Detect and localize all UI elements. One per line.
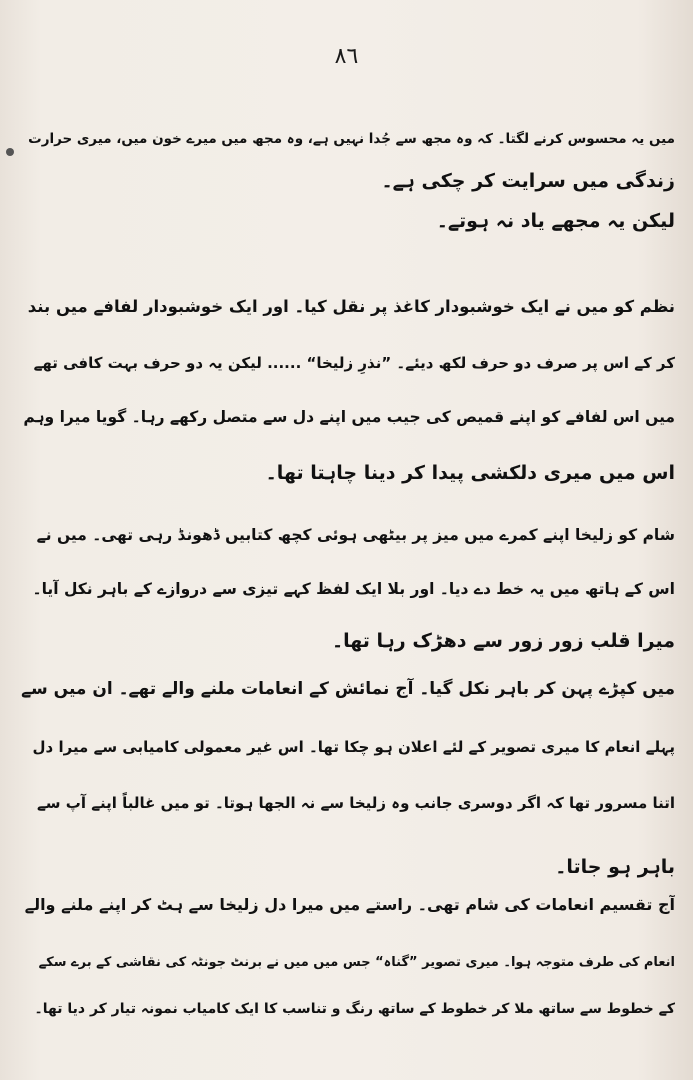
- text-line: زندگی میں سرایت کر چکی ہے۔: [381, 170, 675, 192]
- text-line: میں کپڑے پہن کر باہر نکل گیا۔ آج نمائش کے انعامات ملنے والے تھے۔ ان میں سے: [21, 679, 675, 699]
- text-line: میں یہ محسوس کرنے لگتا۔ کہ وہ مجھ سے جُدا نہیں ہے، وہ مجھ میں میرے خون میں، میری حرارت: [28, 131, 675, 147]
- margin-mark: [6, 148, 14, 156]
- page-number: ٨٦: [334, 44, 359, 69]
- text-line: میں اس لفافے کو اپنے قمیص کی جیب میں اپنے دل سے متصل رکھے رہا۔ گویا میرا وہم: [23, 408, 675, 426]
- text-line: نظم کو میں نے ایک خوشبودار کاغذ پر نقل کیا۔ اور ایک خوشبودار لفافے میں بند: [27, 297, 675, 316]
- text-line: اس کے ہاتھ میں یہ خط دے دیا۔ اور بلا ایک لفظ کہے تیزی سے دروازے کے باہر نکل آیا۔: [32, 580, 675, 598]
- text-line: باہر ہو جاتا۔: [555, 856, 675, 878]
- text-line: اس میں میری دلکشی پیدا کر دینا چاہتا تھا۔: [265, 462, 675, 484]
- text-line: کر کے اس پر صرف دو حرف لکھ دیئے۔ ”نذرِ زلیخا“ ...... لیکن یہ دو حرف بہت کافی تھے: [33, 354, 675, 372]
- text-line: آج تقسیم انعامات کی شام تھی۔ راستے میں میرا دل زلیخا سے ہٹ کر اپنے ملنے والے: [24, 895, 675, 914]
- text-line: کے خطوط سے ساتھ ملا کر خطوط کے ساتھ رنگ و تناسب کا ایک کامیاب نمونہ تیار کر دیا تھا۔: [34, 1001, 675, 1017]
- text-line: لیکن یہ مجھے یاد نہ ہوتے۔: [436, 210, 675, 232]
- text-line: انعام کی طرف متوجہ ہوا۔ میری تصویر ”گناہ“ جس میں میں نے برنٹ جونٹہ کی نقاشی کے برے سکے: [38, 955, 675, 970]
- text-line: اتنا مسرور تھا کہ اگر دوسری جانب وہ زلیخا سے نہ الجھا ہوتا۔ تو میں غالباً اپنے آپ سے: [37, 794, 675, 812]
- text-line: پہلے انعام کا میری تصویر کے لئے اعلان ہو چکا تھا۔ اس غیر معمولی کامیابی سے میرا دل: [32, 738, 675, 756]
- text-line: میرا قلب زور زور سے دھڑک رہا تھا۔: [331, 630, 675, 652]
- text-line: شام کو زلیخا اپنے کمرے میں میز پر بیٹھی ہوئی کچھ کتابیں ڈھونڈ رہی تھی۔ میں نے: [36, 526, 675, 544]
